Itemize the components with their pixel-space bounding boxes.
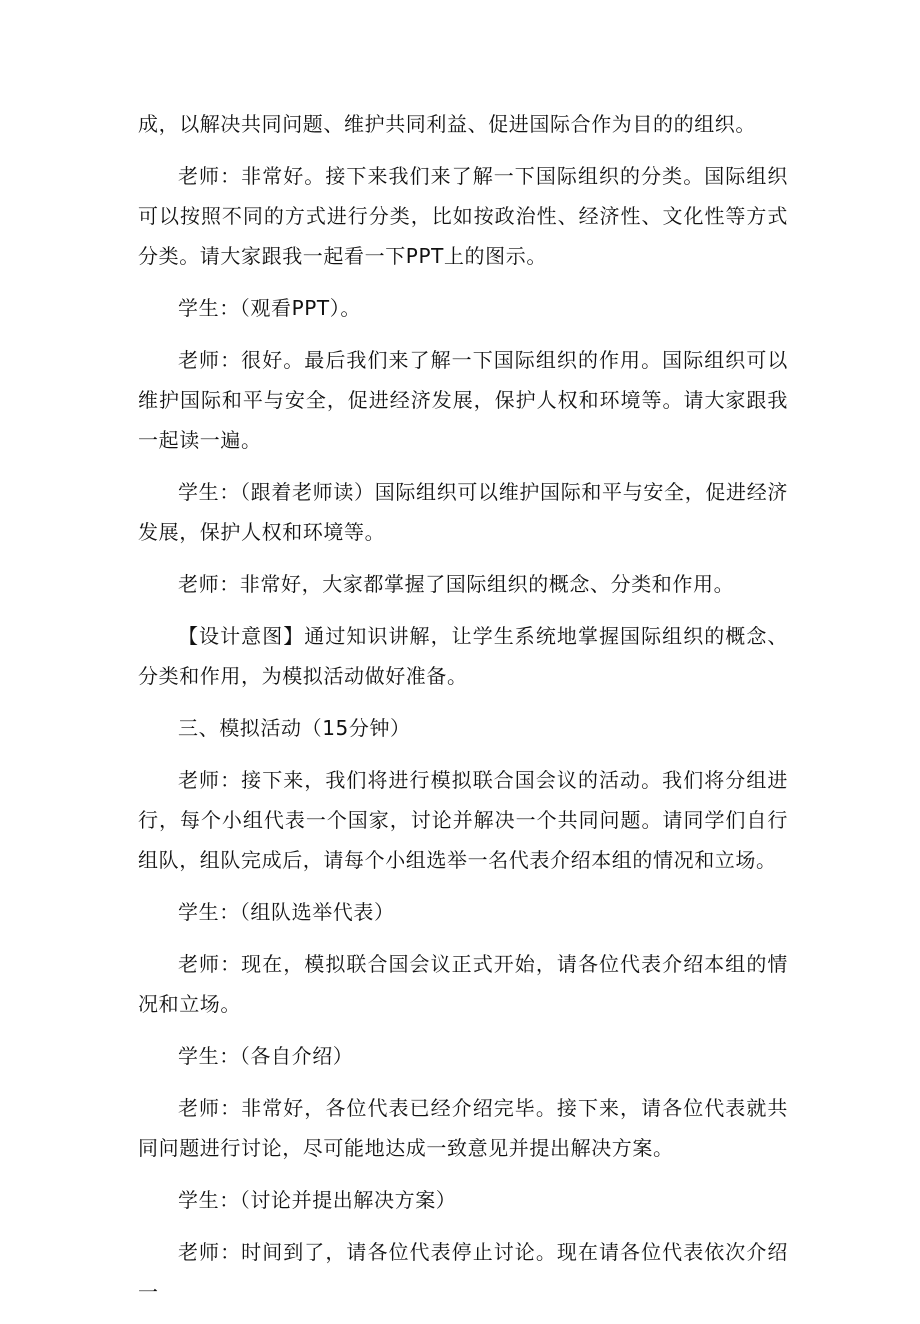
paragraph-student-introductions: 学生：（各自介绍） <box>178 1044 354 1068</box>
paragraph-student-read-along: 学生：（跟着老师读）国际组织可以维护国际和平与安全，促进经济发展，保护人权和环境等。 <box>138 480 788 544</box>
paragraph-student-discussion: 学生：（讨论并提出解决方案） <box>178 1188 457 1212</box>
section-heading-simulation: 三、模拟活动（15分钟） <box>178 716 411 740</box>
paragraph-teacher-time-up: 老师：时间到了，请各位代表停止讨论。现在请各位代表依次介绍一 <box>138 1240 788 1304</box>
document-body <box>138 104 788 1324</box>
paragraph-teacher-role: 老师：很好。最后我们来了解一下国际组织的作用。国际组织可以维护国际和平与安全，促进经济发展，保护人权和环境等。请大家跟我一起读一遍。 <box>138 348 788 452</box>
paragraph-teacher-classification: 老师：非常好。接下来我们来了解一下国际组织的分类。国际组织可以按照不同的方式进行分类，比如按政治性、经济性、文化性等方式分类。请大家跟我一起看一下PPT上的图示。 <box>138 164 788 268</box>
paragraph-student-watch-ppt: 学生：（观看PPT）。 <box>178 296 361 320</box>
paragraph-teacher-summary: 老师：非常好，大家都掌握了国际组织的概念、分类和作用。 <box>178 572 735 596</box>
paragraph-design-intent: 【设计意图】通过知识讲解，让学生系统地掌握国际组织的概念、分类和作用，为模拟活动做好准备。 <box>138 624 788 688</box>
paragraph-teacher-discussion: 老师：非常好，各位代表已经介绍完毕。接下来，请各位代表就共同问题进行讨论，尽可能地达成一致意见并提出解决方案。 <box>138 1096 788 1160</box>
paragraph-continuation: 成，以解决共同问题、维护共同利益、促进国际合作为目的的组织。 <box>138 112 756 136</box>
paragraph-teacher-meeting-start: 老师：现在，模拟联合国会议正式开始，请各位代表介绍本组的情况和立场。 <box>138 952 788 1016</box>
paragraph-student-form-groups: 学生：（组队选举代表） <box>178 900 395 924</box>
paragraph-teacher-simulation-intro: 老师：接下来，我们将进行模拟联合国会议的活动。我们将分组进行，每个小组代表一个国家，讨论并解决一个共同问题。请同学们自行组队，组队完成后，请每个小组选举一名代表介绍本组的情况和立场。 <box>138 768 788 872</box>
